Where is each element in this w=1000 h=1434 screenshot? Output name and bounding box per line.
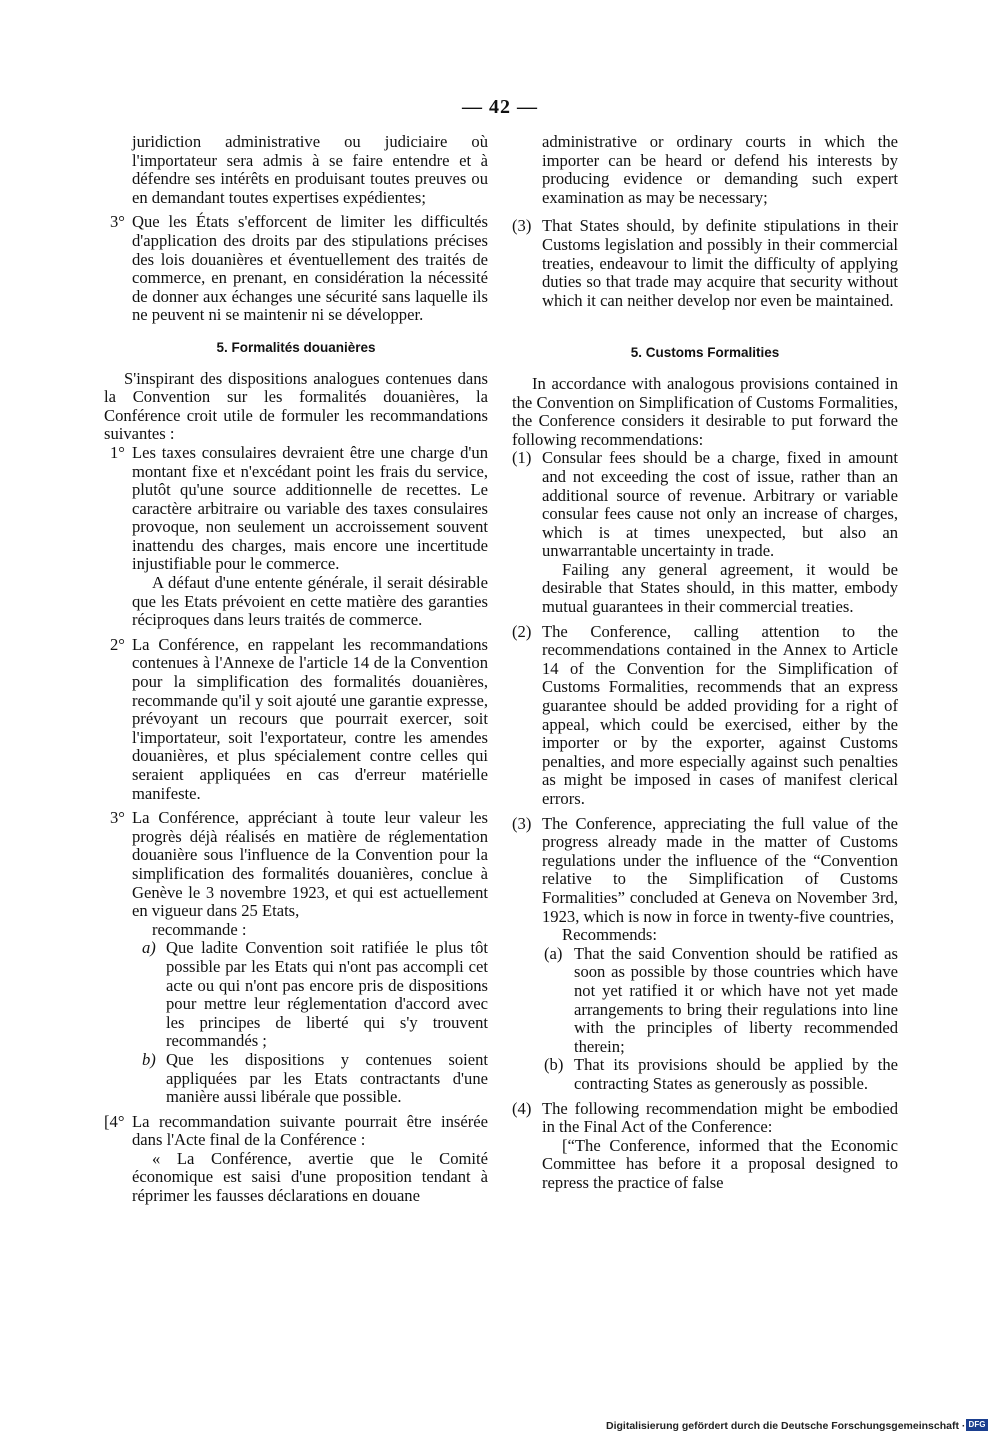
en-continuation-text: administrative or ordinary courts in which the importer can be heard or defend his interests by producing evidence or demanding such expert examination as may be necessary; [542,132,898,207]
fr-item-3 [104,213,488,325]
fr-item-3-text: Que les États s'efforcent de limiter les difficultés d'application des droits par des stipulations précises des lois douanières et éventuellement des traités de commerce, en prenant, en considération la nécessité de donner aux échanges une sécurité sans laquelle ils ne peuvent ni se maintenir ni se développer. [132,212,488,325]
french-column [104,133,488,1206]
en-sub-a-letter: (a) [544,943,563,963]
en-item-3-text: That States should, by definite stipulations in their Customs legislation and possibly in their commercial treaties, endeavour to limit the difficulty of applying duties so that trade may acquire that security without which it can neither develop nor even be maintained. [542,216,898,310]
en-sub-a-text: That the said Convention should be ratified as soon as possible by those countries which have not yet ratified it or which have not yet made arrangements to bring their regulations into line with the principles of liberty recommended therein; [574,943,898,1056]
en-rec-1-text: Consular fees should be a charge, fixed in amount and not exceeding the cost of issue, rather than an additional source of revenue. Arbitrary or variable consular fees cause not only an increase of charges, which is at times unexpected, but also an unwarrantable uncertainty in trade. [542,448,898,561]
fr-sub-b-text: Que les dispositions y contenues soient appliquées par les Etats contractants d'une manière aussi libérale que possible. [166,1049,488,1107]
fr-recommande-label: recommande : [152,919,247,939]
en-rec-3-number: (3) [512,813,532,833]
digitization-credit: Digitalisierung gefördert durch die Deutsche Forschungsgemeinschaft · [606,1420,966,1432]
page-number: — 42 — [462,96,538,118]
fr-section-heading: 5. Formalités douanières [216,339,376,355]
en-sub-a [512,945,898,1057]
en-sub-b-text: That its provisions should be applied by the contracting States as generously as possible. [574,1055,898,1093]
fr-sub-a-text: Que ladite Convention soit ratifiée le plus tôt possible par les Etats qui n'ont pas accompli cet acte ou qui n'ont pas encore pris de dispositions pour mettre leur réglementation d'accord avec les principes de liberté qui s'y trouvent recommandés ; [166,938,488,1051]
fr-rec-1 [104,444,488,574]
en-rec-3-text: The Conference, appreciating the full value of the progress already made in the matter of Customs regulations under the influence of the “Convention relative to the Simplification of Customs Formalities” concluded at Geneva on November 3rd, 1923, which is now in force in twenty-five countries, [542,813,898,926]
fr-rec-3-number: 3° [110,808,125,828]
fr-rec-2-text: La Conférence, en rappelant les recommandations contenues à l'Annexe de l'article 14 de la Convention pour la simplification des formalités douanières, recommande qu'il y soit ajouté une garantie expresse, prévoyant un recours que pourrait exercer, soit l'importateur, soit l'exportateur, contre les amendes douanières, et plus spécialement contre celles qui seraient appliquées en cas d'erreur matérielle manifeste. [132,634,488,803]
en-sub-b-letter: (b) [544,1055,564,1075]
en-rec-1-text-2: Failing any general agreement, it would be desirable that States should, in this matter, embody mutual guarantees in their commercial treaties. [542,559,898,617]
fr-sub-b-letter: b) [142,1049,156,1069]
fr-rec-4 [104,1113,488,1150]
en-recommends-label: Recommends: [562,925,657,945]
fr-sub-b [104,1051,488,1107]
en-rec-4-text: The following recommendation might be embodied in the Final Act of the Conference: [542,1098,898,1137]
fr-rec-3-text: La Conférence, appréciant à toute leur valeur les progrès déjà réalisés en matière de réglementation douanière sous l'influence de la Convention pour la simplification des formalités douanières, conclue à Genève le 3 novembre 1923, et qui est actuellement en vigueur dans 25 Etats, [132,808,488,921]
fr-sub-a [104,939,488,1051]
en-rec-4 [512,1100,898,1137]
fr-intro-paragraph: S'inspirant des dispositions analogues contenues dans la Convention sur les formalités douanières, la Conférence croit utile de formuler les recommandations suivantes : [104,368,488,444]
fr-rec-4-text: La recommandation suivante pourrait être insérée dans l'Acte final de la Conférence : [132,1111,488,1150]
fr-rec-3 [104,809,488,921]
fr-continuation-text: juridiction administrative ou judiciaire où l'importateur sera admis à se faire entendre et à défendre ses intérêts en produisant toutes preuves ou en demandant toutes expertises expédientes; [132,132,488,207]
english-column [512,133,898,1192]
en-item-3-number: (3) [512,216,532,236]
fr-rec-1-text-2: A défaut d'une entente générale, il serait désirable que les Etats prévoient en cette matière des garanties réciproques dans leurs traités de commerce. [132,573,488,630]
en-rec-4-quote: [“The Conference, informed that the Economic Committee has before it a proposal designed to repress the practice of false [542,1135,898,1192]
en-sub-b [512,1056,898,1093]
fr-rec-1-number: 1° [110,442,125,462]
en-rec-1 [512,449,898,561]
fr-rec-4-quote: « La Conférence, avertie que le Comité économique est saisi d'une proposition tendant à réprimer les fausses déclarations en douane [132,1148,488,1206]
fr-rec-1-text: Les taxes consulaires devraient être une charge d'un montant fixe et n'excédant point les frais du service, plutôt qu'une source additionnelle de recettes. Le caractère arbitraire ou variable des taxes consulaires provoque, non seulement un accroissement souvent inattendu des charges, mais encore une incertitude injustifiable pour le commerce. [132,442,488,574]
fr-rec-2 [104,636,488,803]
fr-rec-4-number: [4° [104,1111,125,1131]
fr-rec-2-number: 2° [110,634,125,654]
en-item-3 [512,217,898,310]
fr-item-3-number: 3° [110,212,125,232]
en-section-heading: 5. Customs Formalities [630,345,780,361]
en-rec-2 [512,623,898,809]
fr-sub-a-letter: a) [142,938,156,958]
en-rec-2-number: (2) [512,621,532,641]
en-intro-paragraph: In accordance with analogous provisions contained in the Convention on Simplification of Customs Formalities, the Conference considers it desirable to put forward the following recommendations: [512,373,898,449]
en-rec-1-number: (1) [512,448,532,468]
en-rec-2-text: The Conference, calling attention to the recommendations contained in the Annex to Article 14 of the Convention for the Simplification of Customs Formalities, recommends that an express guarantee should be added providing for a right of appeal, which could be exercised, either by the importer or by the exporter, against Customs penalties, and more especially against such penalties as might be imposed in cases of manifest clerical errors. [542,621,898,808]
en-rec-4-number: (4) [512,1098,532,1118]
en-rec-3 [512,815,898,927]
dfg-logo-icon: DFG [966,1419,988,1431]
